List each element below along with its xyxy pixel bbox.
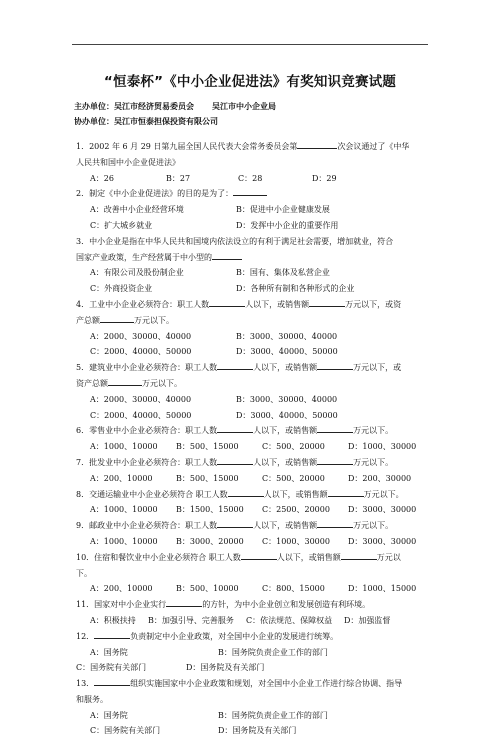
header-rule bbox=[72, 44, 428, 45]
question-text: 2．制定《中小企业促进法》的目的是为了： bbox=[76, 189, 234, 199]
option-d: D：加强监督 bbox=[344, 615, 391, 625]
options-row bbox=[76, 392, 431, 408]
question-text: 万元以 bbox=[376, 552, 401, 562]
question-text: 人以下，或销售额 bbox=[245, 299, 310, 309]
option-c: C：1000、30000 bbox=[262, 536, 330, 546]
option-c: C：2000、40000、50000 bbox=[90, 347, 192, 357]
answer-blank bbox=[217, 455, 253, 465]
question-text: 人以下，或销售额 bbox=[263, 489, 328, 499]
option-a: A：1000、10000 bbox=[90, 505, 158, 515]
option-a: A：26 bbox=[90, 173, 114, 183]
answer-blank bbox=[241, 550, 277, 560]
question-text: 产总额 bbox=[76, 315, 100, 325]
option-b: B：国务院负责企业工作的部门 bbox=[218, 710, 328, 720]
question-6 bbox=[76, 423, 431, 439]
options-row bbox=[76, 581, 431, 597]
question-text: 13． bbox=[76, 679, 95, 689]
answer-blank bbox=[94, 676, 130, 686]
answer-blank bbox=[217, 360, 253, 370]
options-row bbox=[76, 281, 431, 297]
option-d: D：国务院及有关部门 bbox=[218, 726, 297, 736]
question-10 bbox=[76, 550, 431, 566]
answer-blank bbox=[217, 423, 253, 433]
options-row bbox=[76, 645, 431, 661]
options-row bbox=[76, 613, 431, 629]
question-13 bbox=[76, 676, 431, 692]
option-d: D：1000、15000 bbox=[348, 584, 417, 594]
co-label: 协办单位： bbox=[74, 116, 114, 126]
question-text: 人以下，或销售额 bbox=[253, 521, 318, 531]
question-text: 万元以下。 bbox=[353, 457, 394, 467]
host-label: 主办单位： bbox=[74, 101, 114, 111]
host-name-2: 吴江市中小企业局 bbox=[212, 101, 276, 111]
option-c: C：国务院有关部门 bbox=[76, 663, 147, 673]
answer-blank bbox=[100, 313, 134, 323]
question-text: 和服务。 bbox=[76, 694, 108, 704]
option-d: D：国务院及有关部门 bbox=[186, 663, 265, 673]
question-text-cont bbox=[76, 566, 431, 582]
answer-blank bbox=[317, 423, 353, 433]
question-5 bbox=[76, 360, 431, 376]
option-d: D：3000、30000 bbox=[348, 536, 417, 546]
question-text: 次会议通过了《中华 bbox=[337, 142, 410, 151]
question-11 bbox=[76, 597, 431, 613]
option-a: A：200、10000 bbox=[90, 473, 153, 483]
option-b: B：1500、15000 bbox=[176, 505, 244, 515]
option-d: D：3000、40000、50000 bbox=[236, 410, 338, 420]
option-b: B：3000、20000 bbox=[176, 536, 244, 546]
option-d: D：1000、30000 bbox=[348, 442, 417, 452]
question-text: 的方针，为中小企业创立和发展创造有利环境。 bbox=[202, 600, 371, 610]
option-d: D：29 bbox=[312, 173, 337, 183]
option-b: B：国有、集体及私营企业 bbox=[236, 268, 330, 278]
question-text: 3．中小企业是指在中华人民共和国境内依法设立的有利于满足社会需要，增加就业，符合 bbox=[76, 236, 394, 246]
option-c: C：依法规范、保障权益 bbox=[246, 615, 333, 625]
question-12 bbox=[76, 629, 431, 645]
question-text: 1．2002 年 6 月 29 日第九届全国人民代表大会常务委员会第 bbox=[76, 142, 298, 151]
question-text: 万元以下，或资 bbox=[345, 299, 402, 309]
options-row bbox=[76, 329, 431, 345]
options-row bbox=[76, 534, 431, 550]
answer-blank bbox=[317, 360, 353, 370]
option-a: A：国务院 bbox=[90, 647, 128, 657]
answer-blank bbox=[297, 139, 337, 149]
options-row bbox=[76, 471, 431, 487]
option-a: A：改善中小企业经营环境 bbox=[90, 205, 184, 215]
option-a: A：积极扶持 bbox=[90, 615, 136, 625]
question-text: 负责制定中小企业政策，对全国中小企业的发展进行统筹。 bbox=[130, 631, 339, 641]
answer-blank bbox=[217, 518, 253, 528]
option-b: B：国务院负责企业工作的部门 bbox=[218, 647, 328, 657]
question-text-cont bbox=[76, 250, 431, 266]
options-row bbox=[76, 723, 431, 739]
question-7 bbox=[76, 455, 431, 471]
question-text: 9．邮政业中小企业必须符合：职工人数 bbox=[76, 521, 218, 531]
option-d: D：各种所有制和各种形式的企业 bbox=[236, 284, 355, 294]
question-8 bbox=[76, 487, 431, 503]
option-a: A：200、10000 bbox=[90, 584, 153, 594]
question-text: 5．建筑业中小企业必须符合：职工人数 bbox=[76, 363, 218, 373]
option-b: B：500、15000 bbox=[176, 442, 239, 452]
option-a: A：国务院 bbox=[90, 710, 128, 720]
answer-blank bbox=[317, 455, 353, 465]
answer-blank bbox=[166, 597, 202, 607]
host-name-1: 吴江市经济贸易委员会 bbox=[114, 101, 194, 111]
question-text: 万元以下。 bbox=[142, 378, 182, 388]
question-text: 11．国家对中小企业实行 bbox=[76, 600, 167, 610]
question-text: 万元以下，或 bbox=[353, 363, 402, 373]
options-row bbox=[76, 218, 431, 234]
option-c: C：国务院有关部门 bbox=[90, 726, 161, 736]
answer-blank bbox=[309, 297, 345, 307]
question-text: 万元以下。 bbox=[134, 315, 174, 325]
question-text: 万元以下。 bbox=[363, 489, 404, 499]
page-title: “恒泰杯”《中小企业促进法》有奖知识竞赛试题 bbox=[103, 74, 397, 90]
option-c: C：外商投资企业 bbox=[90, 284, 153, 294]
question-text: 人以下，或销售额 bbox=[253, 426, 318, 436]
host-organizers bbox=[74, 101, 276, 111]
option-a: A：1000、10000 bbox=[90, 536, 158, 546]
option-d: D：3000、30000 bbox=[348, 505, 417, 515]
option-b: B：3000、30000、40000 bbox=[236, 394, 338, 404]
option-b: B：500、15000 bbox=[176, 473, 239, 483]
question-3 bbox=[76, 234, 431, 250]
question-text-cont bbox=[76, 155, 431, 171]
answer-blank bbox=[108, 376, 142, 386]
option-b: B：加强引导、完善服务 bbox=[148, 615, 234, 625]
co-organizers bbox=[74, 116, 218, 126]
option-c: C：500、20000 bbox=[262, 442, 325, 452]
question-text: 人以下，或销售额 bbox=[253, 457, 318, 467]
option-a: A：有限公司及股份制企业 bbox=[90, 268, 184, 278]
question-text: 组织实施国家中小企业政策和规划，对全国中小企业工作进行综合协调、指导 bbox=[130, 679, 403, 689]
option-b: B：27 bbox=[166, 173, 191, 183]
option-a: A：1000、10000 bbox=[90, 442, 158, 452]
option-b: B：促进中小企业健康发展 bbox=[236, 205, 330, 215]
option-d: D：发挥中小企业的重要作用 bbox=[236, 220, 339, 230]
question-text: 资产总额 bbox=[76, 378, 108, 388]
option-a: A：2000、30000、40000 bbox=[90, 331, 192, 341]
answer-blank bbox=[212, 250, 242, 260]
question-text-cont bbox=[76, 692, 431, 708]
answer-blank bbox=[209, 297, 245, 307]
options-row bbox=[76, 408, 431, 424]
question-1 bbox=[76, 139, 431, 155]
answer-blank bbox=[94, 629, 130, 639]
option-c: C：28 bbox=[238, 173, 263, 183]
question-text: 10．住宿和餐饮业中小企业必须符合 职工人数 bbox=[76, 552, 241, 562]
options-row bbox=[76, 265, 431, 281]
question-text: 12． bbox=[76, 631, 95, 641]
question-text-cont bbox=[76, 313, 431, 329]
question-9 bbox=[76, 518, 431, 534]
answer-blank bbox=[328, 487, 364, 497]
question-text: 6．零售业中小企业必须符合：职工人数 bbox=[76, 426, 218, 436]
question-text: 国家产业政策，生产经营属于中小型的 bbox=[76, 252, 212, 262]
options-row bbox=[76, 171, 431, 187]
option-c: C：2500、20000 bbox=[262, 505, 330, 515]
co-name-1: 吴江市恒泰担保投资有限公司 bbox=[114, 116, 218, 126]
option-b: B：3000、30000、40000 bbox=[236, 331, 338, 341]
options-row bbox=[76, 202, 431, 218]
option-d: D：3000、40000、50000 bbox=[236, 347, 338, 357]
options-row bbox=[76, 439, 431, 455]
question-text: 下。 bbox=[76, 568, 92, 578]
option-c: C：500、20000 bbox=[262, 473, 325, 483]
question-text: 万元以下。 bbox=[353, 426, 394, 436]
option-d: D：200、30000 bbox=[348, 473, 412, 483]
question-text: 人以下，或销售额 bbox=[276, 552, 341, 562]
option-b: B：500、10000 bbox=[176, 584, 239, 594]
question-2 bbox=[76, 186, 431, 202]
answer-blank bbox=[233, 186, 267, 196]
question-text: 8．交通运输业中小企业必须符合 职工人数 bbox=[76, 489, 228, 499]
option-c: C：2000、40000、50000 bbox=[90, 410, 192, 420]
answer-blank bbox=[228, 487, 264, 497]
options-row bbox=[76, 502, 431, 518]
options-row bbox=[76, 708, 431, 724]
question-text: 人以下，或销售额 bbox=[253, 363, 318, 373]
answer-blank bbox=[341, 550, 377, 560]
question-text: 4．工业中小企业必须符合：职工人数 bbox=[76, 299, 210, 309]
option-c: C：800、15000 bbox=[262, 584, 325, 594]
option-a: A：2000、30000、40000 bbox=[90, 394, 192, 404]
question-text: 7．批发业中小企业必须符合：职工人数 bbox=[76, 457, 218, 467]
options-row bbox=[76, 660, 431, 676]
answer-blank bbox=[317, 518, 353, 528]
question-4 bbox=[76, 297, 431, 313]
options-row bbox=[76, 344, 431, 360]
question-text: 人民共和国中小企业促进法》 bbox=[76, 157, 180, 167]
option-c: C：扩大城乡就业 bbox=[90, 220, 153, 230]
question-list bbox=[76, 139, 431, 739]
question-text-cont bbox=[76, 376, 431, 392]
question-text: 万元以下。 bbox=[353, 521, 394, 531]
